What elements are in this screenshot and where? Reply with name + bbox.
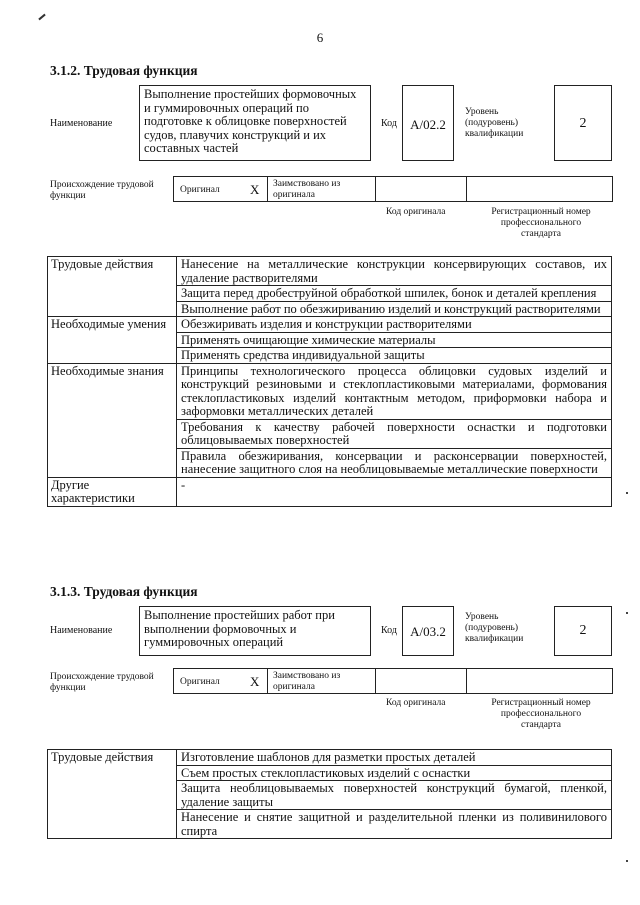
origin-divider: [466, 177, 467, 201]
scan-artifact-mark: [626, 492, 628, 494]
table-row: [48, 363, 612, 419]
original-mark: X: [250, 182, 260, 197]
code-original-label: Код оригинала: [386, 698, 446, 708]
code-box: [402, 85, 454, 161]
borrowed-label: Заимствовано из оригинала: [273, 671, 341, 692]
scan-artifact-mark: [38, 14, 45, 21]
origin-divider: [267, 177, 268, 201]
group-header: Необходимые знания: [48, 363, 177, 477]
group-header: Необходимые умения: [48, 317, 177, 364]
reg-number-label: Регистрационный номер профессионального стандарта: [491, 207, 591, 239]
name-label: Наименование: [50, 118, 113, 129]
name-label: Наименование: [50, 625, 113, 636]
code-value: А/02.2: [410, 117, 446, 132]
table-row: [48, 317, 612, 333]
section-heading: 3.1.2. Трудовая функция: [50, 63, 198, 78]
scan-artifact-mark: [626, 612, 628, 614]
table-cell: Применять очищающие химические материалы: [177, 332, 612, 348]
table-row: [48, 477, 612, 506]
origin-divider: [375, 177, 376, 201]
scan-artifact-mark: [626, 860, 628, 862]
table-row: [48, 750, 612, 766]
original-mark: X: [250, 674, 260, 689]
code-label: Код: [381, 118, 397, 129]
table-cell: Изготовление шаблонов для разметки простых деталей: [177, 750, 612, 766]
section-heading: 3.1.3. Трудовая функция: [50, 584, 198, 599]
level-box: [554, 85, 612, 161]
origin-divider: [466, 669, 467, 693]
origin-table: [173, 176, 613, 202]
original-label: Оригинал: [180, 677, 220, 687]
origin-divider: [375, 669, 376, 693]
level-box: [554, 606, 612, 656]
table-cell: Нанесение и снятие защитной и разделительной пленки из поливинилового спирта: [177, 810, 612, 839]
origin-divider: [267, 669, 268, 693]
origin-label: Происхождение трудовой функции: [50, 672, 154, 693]
group-header: Другие характеристики: [48, 477, 177, 506]
table-cell: -: [177, 477, 612, 506]
level-label: Уровень (подуровень) квалификации: [465, 612, 524, 644]
table-cell: Защита необлицовываемых поверхностей конструкций бумагой, пленкой, удаление защиты: [177, 781, 612, 810]
code-label: Код: [381, 625, 397, 636]
table-cell: Применять средства индивидуальной защиты: [177, 348, 612, 364]
origin-label: Происхождение трудовой функции: [50, 180, 154, 201]
borrowed-label: Заимствовано из оригинала: [273, 179, 341, 200]
level-label: Уровень (подуровень) квалификации: [465, 107, 524, 139]
function-name-box: [139, 606, 371, 656]
labor-function-table: [47, 749, 612, 839]
labor-function-table: [47, 256, 612, 507]
table-cell: Выполнение работ по обезжириванию изделий и конструкций растворителями: [177, 301, 612, 317]
function-name-value: Выполнение простейших работ при выполнении формовочных и гуммировочных операций: [144, 608, 335, 650]
reg-number-label: Регистрационный номер профессионального стандарта: [491, 698, 591, 730]
level-value: 2: [579, 623, 587, 638]
table-cell: Съем простых стеклопластиковых изделий с оснастки: [177, 765, 612, 781]
table-cell: Правила обезжиривания, консервации и расконсервации поверхностей, нанесение защитного слоя на необлицовываемые металлические поверхности: [177, 448, 612, 477]
table-cell: Обезжиривать изделия и конструкции растворителями: [177, 317, 612, 333]
level-value: 2: [579, 116, 587, 131]
table-cell: Нанесение на металлические конструкции консервирующих составов, их удаление растворителями: [177, 257, 612, 286]
function-name-box: [139, 85, 371, 161]
group-header: Трудовые действия: [48, 257, 177, 317]
page-number: 6: [316, 30, 324, 45]
table-cell: Принципы технологического процесса облицовки судовых изделий и конструкций резиновыми и стеклопластиковыми материалами, формования стеклопластиковых изделий контактным методом, приформовки набора и заформовки металлических деталей: [177, 363, 612, 419]
table-cell: Требования к качеству рабочей поверхности оснастки и подготовки облицовываемых поверхностей: [177, 419, 612, 448]
origin-table: [173, 668, 613, 694]
original-label: Оригинал: [180, 185, 220, 195]
function-name-value: Выполнение простейших формовочных и гуммировочных операций по подготовке к облицовке поверхностей судов, плавучих конструкций и их составных частей: [144, 87, 357, 156]
code-original-label: Код оригинала: [386, 207, 446, 217]
table-row: [48, 257, 612, 286]
table-cell: Защита перед дробеструйной обработкой шпилек, бонок и деталей крепления: [177, 286, 612, 302]
group-header: Трудовые действия: [48, 750, 177, 839]
code-value: А/03.2: [410, 624, 446, 639]
code-box: [402, 606, 454, 656]
